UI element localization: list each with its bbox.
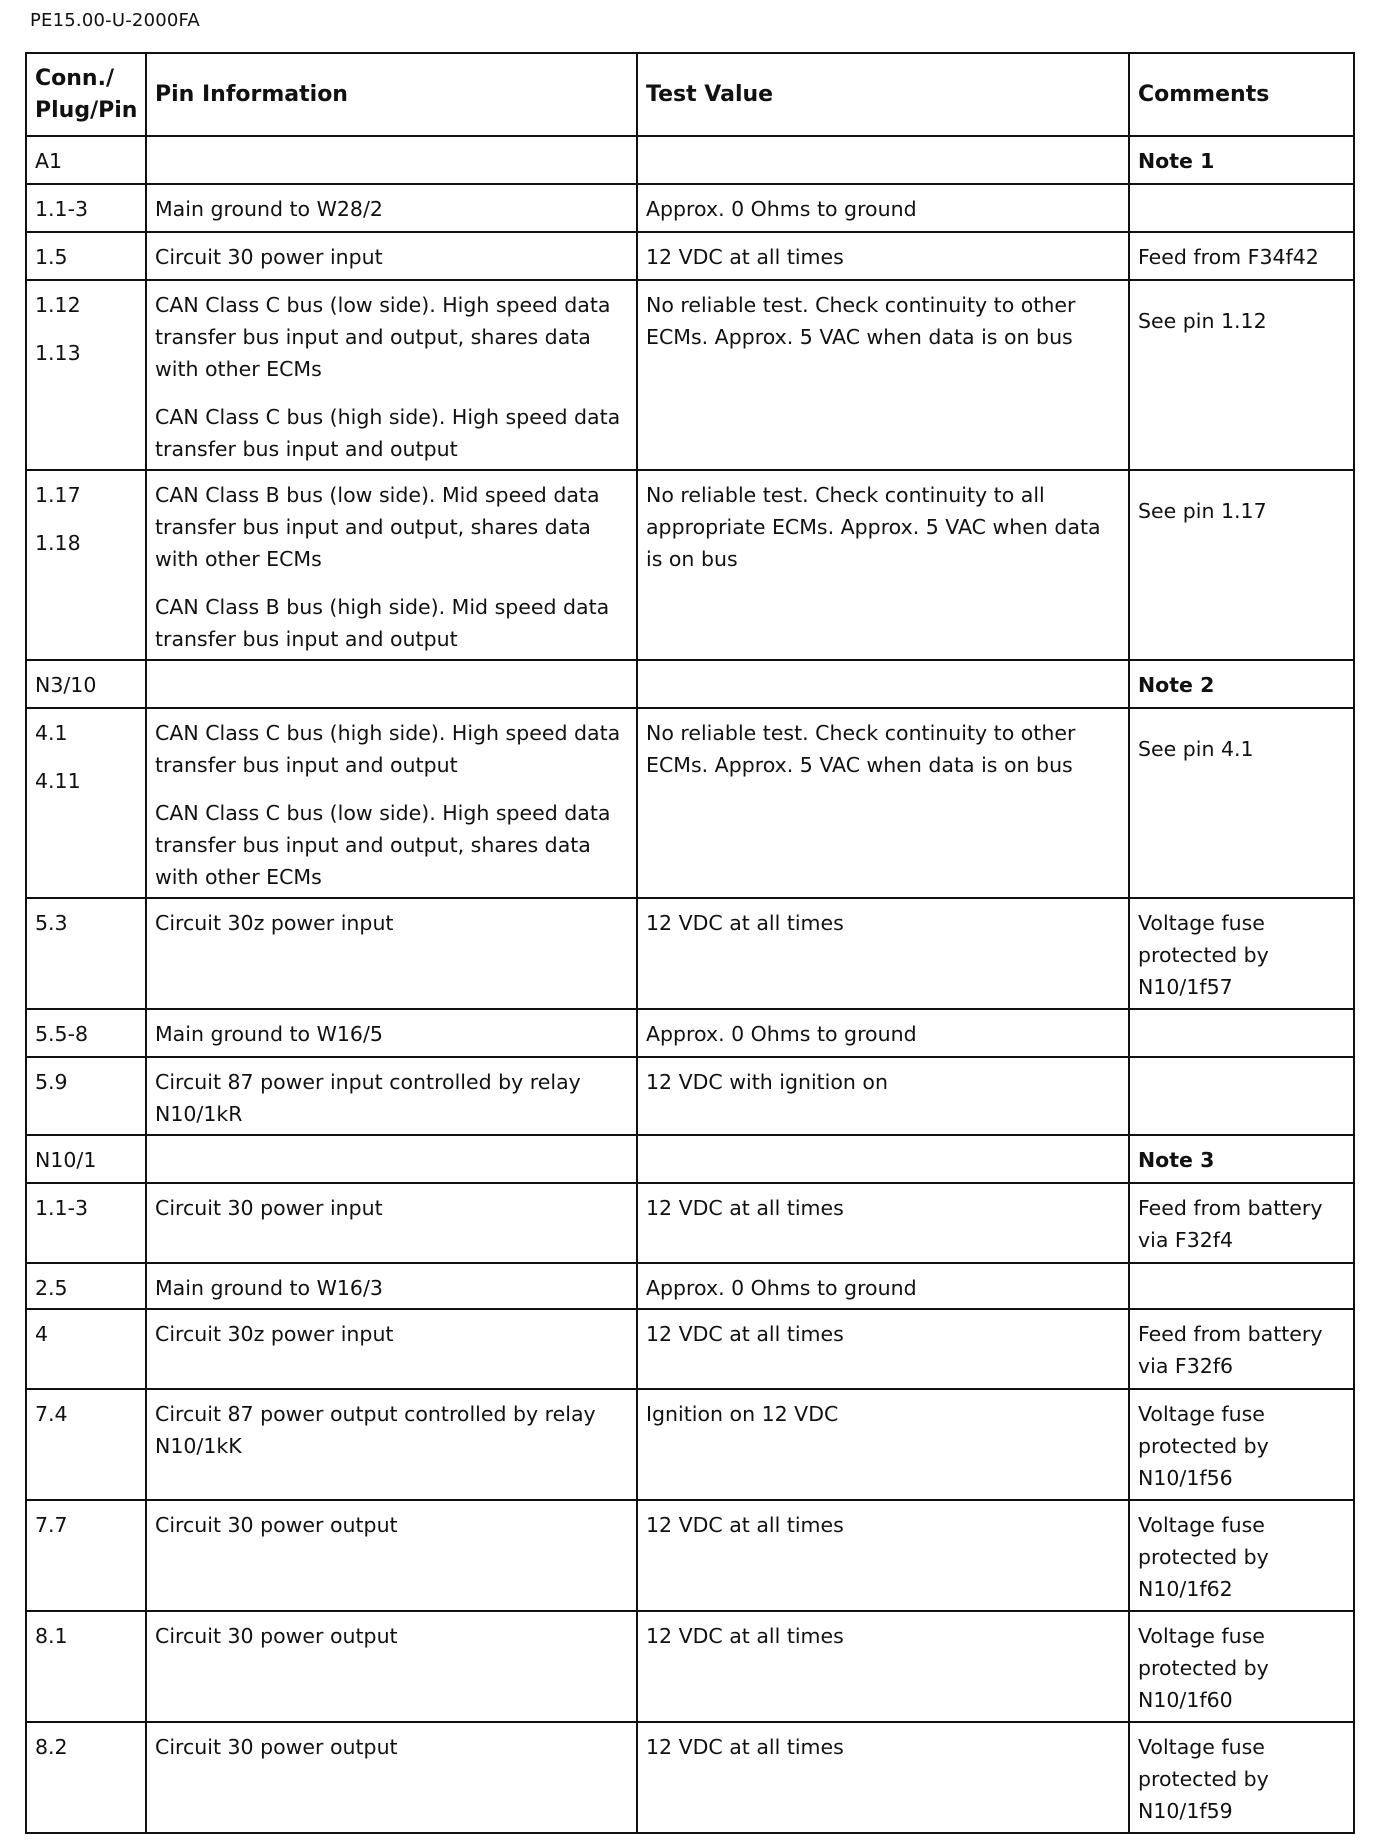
comment-text: Feed from battery via F32f6 bbox=[1138, 1322, 1323, 1378]
table-row bbox=[26, 1611, 1354, 1722]
test-value-text: Approx. 0 Ohms to ground bbox=[646, 197, 917, 221]
pin-text: 5.5-8 bbox=[35, 1022, 89, 1046]
pin-info-cell bbox=[146, 708, 637, 898]
comment-cell bbox=[1129, 660, 1354, 708]
pin-info-text: CAN Class C bus (low side). High speed data transfer bus input and output, shares data with other ECMs bbox=[155, 293, 611, 381]
table-row bbox=[26, 1309, 1354, 1389]
comment-text: Voltage fuse protected by N10/1f60 bbox=[1138, 1624, 1269, 1712]
test-value-cell bbox=[637, 184, 1129, 232]
pin-test-table bbox=[25, 52, 1355, 1834]
table-row bbox=[26, 898, 1354, 1009]
test-value-text: 12 VDC at all times bbox=[646, 1322, 844, 1346]
pin-text: 8.1 bbox=[35, 1624, 68, 1648]
test-value-cell bbox=[637, 1611, 1129, 1722]
pin-text: 1.1-3 bbox=[35, 1196, 89, 1220]
comment-text: Voltage fuse protected by N10/1f62 bbox=[1138, 1513, 1269, 1601]
table-row bbox=[26, 1389, 1354, 1500]
pin-cell bbox=[26, 136, 146, 184]
test-value-cell bbox=[637, 280, 1129, 470]
comment-cell bbox=[1129, 1611, 1354, 1722]
comment-cell bbox=[1129, 184, 1354, 232]
test-value-cell bbox=[637, 898, 1129, 1009]
test-value-text: No reliable test. Check continuity to other ECMs. Approx. 5 VAC when data is on bus bbox=[646, 293, 1076, 349]
comment-cell bbox=[1129, 1263, 1354, 1309]
table-row bbox=[26, 184, 1354, 232]
test-value-cell bbox=[637, 1135, 1129, 1183]
pin-cell bbox=[26, 660, 146, 708]
test-value-text: 12 VDC at all times bbox=[646, 245, 844, 269]
comment-text: See pin 4.1 bbox=[1138, 737, 1254, 761]
comment-text: See pin 1.12 bbox=[1138, 309, 1267, 333]
pin-text: 8.2 bbox=[35, 1735, 68, 1759]
pin-cell bbox=[26, 1183, 146, 1263]
pin-text: 4.11 bbox=[35, 769, 81, 793]
comment-cell bbox=[1129, 232, 1354, 280]
pin-info-cell bbox=[146, 1057, 637, 1135]
pin-info-cell bbox=[146, 898, 637, 1009]
test-value-cell bbox=[637, 1263, 1129, 1309]
test-value-cell bbox=[637, 1500, 1129, 1611]
table-row bbox=[26, 232, 1354, 280]
test-value-cell bbox=[637, 708, 1129, 898]
pin-info-text: Main ground to W16/3 bbox=[155, 1276, 383, 1300]
pin-cell bbox=[26, 1611, 146, 1722]
comment-cell bbox=[1129, 1722, 1354, 1833]
pin-text: 1.1-3 bbox=[35, 197, 89, 221]
test-value-text: No reliable test. Check continuity to all appropriate ECMs. Approx. 5 VAC when data is on bus bbox=[646, 483, 1101, 571]
header-pin-information: Pin Information bbox=[146, 53, 637, 136]
table-row bbox=[26, 470, 1354, 660]
comment-text: See pin 1.17 bbox=[1138, 499, 1267, 523]
pin-cell bbox=[26, 470, 146, 660]
pin-info-cell bbox=[146, 1611, 637, 1722]
table-row bbox=[26, 708, 1354, 898]
pin-text: N3/10 bbox=[35, 673, 97, 697]
pin-info-text: Circuit 30 power output bbox=[155, 1513, 398, 1537]
pin-text: 1.18 bbox=[35, 531, 81, 555]
pin-info-cell bbox=[146, 660, 637, 708]
pin-info-cell bbox=[146, 1500, 637, 1611]
pin-text: 1.17 bbox=[35, 483, 81, 507]
test-value-cell bbox=[637, 1057, 1129, 1135]
pin-info-text: Main ground to W16/5 bbox=[155, 1022, 383, 1046]
connector-section-row bbox=[26, 1135, 1354, 1183]
test-value-text: 12 VDC at all times bbox=[646, 1513, 844, 1537]
pin-cell bbox=[26, 232, 146, 280]
pin-info-cell bbox=[146, 1309, 637, 1389]
pin-info-text: Circuit 87 power output controlled by relay N10/1kK bbox=[155, 1402, 596, 1458]
document-code: PE15.00-U-2000FA bbox=[30, 10, 200, 31]
pin-info-cell bbox=[146, 1009, 637, 1057]
test-value-text: No reliable test. Check continuity to other ECMs. Approx. 5 VAC when data is on bus bbox=[646, 721, 1076, 777]
pin-cell bbox=[26, 1722, 146, 1833]
comment-text: Note 1 bbox=[1138, 149, 1215, 173]
pin-text: 5.9 bbox=[35, 1070, 68, 1094]
pin-info-text: CAN Class C bus (high side). High speed data transfer bus input and output bbox=[155, 721, 621, 777]
pin-info-text: Circuit 30 power output bbox=[155, 1624, 398, 1648]
pin-cell bbox=[26, 1500, 146, 1611]
pin-cell bbox=[26, 1057, 146, 1135]
pin-text: 1.12 bbox=[35, 293, 81, 317]
pin-text: 7.4 bbox=[35, 1402, 68, 1426]
test-value-text: 12 VDC with ignition on bbox=[646, 1070, 888, 1094]
comment-cell bbox=[1129, 280, 1354, 470]
table-row bbox=[26, 1263, 1354, 1309]
header-comments: Comments bbox=[1129, 53, 1354, 136]
pin-cell bbox=[26, 898, 146, 1009]
comment-text: Note 3 bbox=[1138, 1148, 1215, 1172]
pin-info-text: Circuit 30z power input bbox=[155, 911, 394, 935]
connector-section-row bbox=[26, 136, 1354, 184]
comment-cell bbox=[1129, 136, 1354, 184]
pin-info-text: Circuit 87 power input controlled by relay N10/1kR bbox=[155, 1070, 581, 1126]
pin-text: N10/1 bbox=[35, 1148, 97, 1172]
connector-section-row bbox=[26, 660, 1354, 708]
comment-text: Voltage fuse protected by N10/1f57 bbox=[1138, 911, 1269, 999]
test-value-text: 12 VDC at all times bbox=[646, 1624, 844, 1648]
pin-cell bbox=[26, 1389, 146, 1500]
test-value-cell bbox=[637, 232, 1129, 280]
table-row bbox=[26, 1057, 1354, 1135]
pin-info-cell bbox=[146, 1722, 637, 1833]
table-header-row bbox=[26, 53, 1354, 136]
pin-cell bbox=[26, 1309, 146, 1389]
pin-info-text: CAN Class C bus (high side). High speed data transfer bus input and output bbox=[155, 405, 621, 461]
comment-text: Note 2 bbox=[1138, 673, 1215, 697]
pin-info-text: CAN Class B bus (high side). Mid speed data transfer bus input and output bbox=[155, 595, 610, 651]
pin-info-text: Circuit 30 power output bbox=[155, 1735, 398, 1759]
pin-info-cell bbox=[146, 232, 637, 280]
pin-text: 1.5 bbox=[35, 245, 68, 269]
pin-info-cell bbox=[146, 280, 637, 470]
pin-cell bbox=[26, 1263, 146, 1309]
pin-info-cell bbox=[146, 136, 637, 184]
comment-cell bbox=[1129, 1500, 1354, 1611]
comment-text: Feed from F34f42 bbox=[1138, 245, 1319, 269]
pin-info-cell bbox=[146, 1183, 637, 1263]
pin-cell bbox=[26, 708, 146, 898]
comment-cell bbox=[1129, 1309, 1354, 1389]
comment-cell bbox=[1129, 1135, 1354, 1183]
comment-text: Voltage fuse protected by N10/1f59 bbox=[1138, 1735, 1269, 1823]
table-row bbox=[26, 1500, 1354, 1611]
pin-info-text: Circuit 30 power input bbox=[155, 245, 383, 269]
table-row bbox=[26, 1009, 1354, 1057]
test-value-text: 12 VDC at all times bbox=[646, 1735, 844, 1759]
pin-cell bbox=[26, 1009, 146, 1057]
comment-text: Feed from battery via F32f4 bbox=[1138, 1196, 1323, 1252]
table-row bbox=[26, 280, 1354, 470]
comment-cell bbox=[1129, 1057, 1354, 1135]
comment-cell bbox=[1129, 1009, 1354, 1057]
test-value-cell bbox=[637, 470, 1129, 660]
pin-text: 2.5 bbox=[35, 1276, 68, 1300]
pin-info-text: CAN Class C bus (low side). High speed data transfer bus input and output, shares data with other ECMs bbox=[155, 801, 611, 889]
header-test-value: Test Value bbox=[637, 53, 1129, 136]
comment-cell bbox=[1129, 708, 1354, 898]
test-value-text: Ignition on 12 VDC bbox=[646, 1402, 839, 1426]
pin-info-cell bbox=[146, 470, 637, 660]
test-value-cell bbox=[637, 1183, 1129, 1263]
pin-text: 1.13 bbox=[35, 341, 81, 365]
pin-text: A1 bbox=[35, 149, 63, 173]
test-value-cell bbox=[637, 1722, 1129, 1833]
table-row bbox=[26, 1183, 1354, 1263]
comment-cell bbox=[1129, 1183, 1354, 1263]
pin-info-cell bbox=[146, 1263, 637, 1309]
pin-info-cell bbox=[146, 184, 637, 232]
pin-info-cell bbox=[146, 1389, 637, 1500]
comment-cell bbox=[1129, 898, 1354, 1009]
comment-text: Voltage fuse protected by N10/1f56 bbox=[1138, 1402, 1269, 1490]
test-value-cell bbox=[637, 1309, 1129, 1389]
pin-text: 7.7 bbox=[35, 1513, 68, 1537]
pin-cell bbox=[26, 280, 146, 470]
pin-info-text: Main ground to W28/2 bbox=[155, 197, 383, 221]
comment-cell bbox=[1129, 470, 1354, 660]
test-value-text: Approx. 0 Ohms to ground bbox=[646, 1022, 917, 1046]
header-conn-plug-pin: Conn./ Plug/Pin bbox=[26, 53, 146, 136]
test-value-cell bbox=[637, 660, 1129, 708]
table-body bbox=[26, 136, 1354, 1833]
pin-cell bbox=[26, 1135, 146, 1183]
test-value-text: 12 VDC at all times bbox=[646, 911, 844, 935]
pin-info-text: Circuit 30 power input bbox=[155, 1196, 383, 1220]
test-value-cell bbox=[637, 1389, 1129, 1500]
pin-info-text: CAN Class B bus (low side). Mid speed data transfer bus input and output, shares data with other ECMs bbox=[155, 483, 600, 571]
pin-text: 4.1 bbox=[35, 721, 68, 745]
table-row bbox=[26, 1722, 1354, 1833]
pin-cell bbox=[26, 184, 146, 232]
pin-text: 4 bbox=[35, 1322, 49, 1346]
pin-text: 5.3 bbox=[35, 911, 68, 935]
test-value-text: Approx. 0 Ohms to ground bbox=[646, 1276, 917, 1300]
comment-cell bbox=[1129, 1389, 1354, 1500]
pin-info-text: Circuit 30z power input bbox=[155, 1322, 394, 1346]
test-value-text: 12 VDC at all times bbox=[646, 1196, 844, 1220]
pin-info-cell bbox=[146, 1135, 637, 1183]
test-value-cell bbox=[637, 136, 1129, 184]
test-value-cell bbox=[637, 1009, 1129, 1057]
